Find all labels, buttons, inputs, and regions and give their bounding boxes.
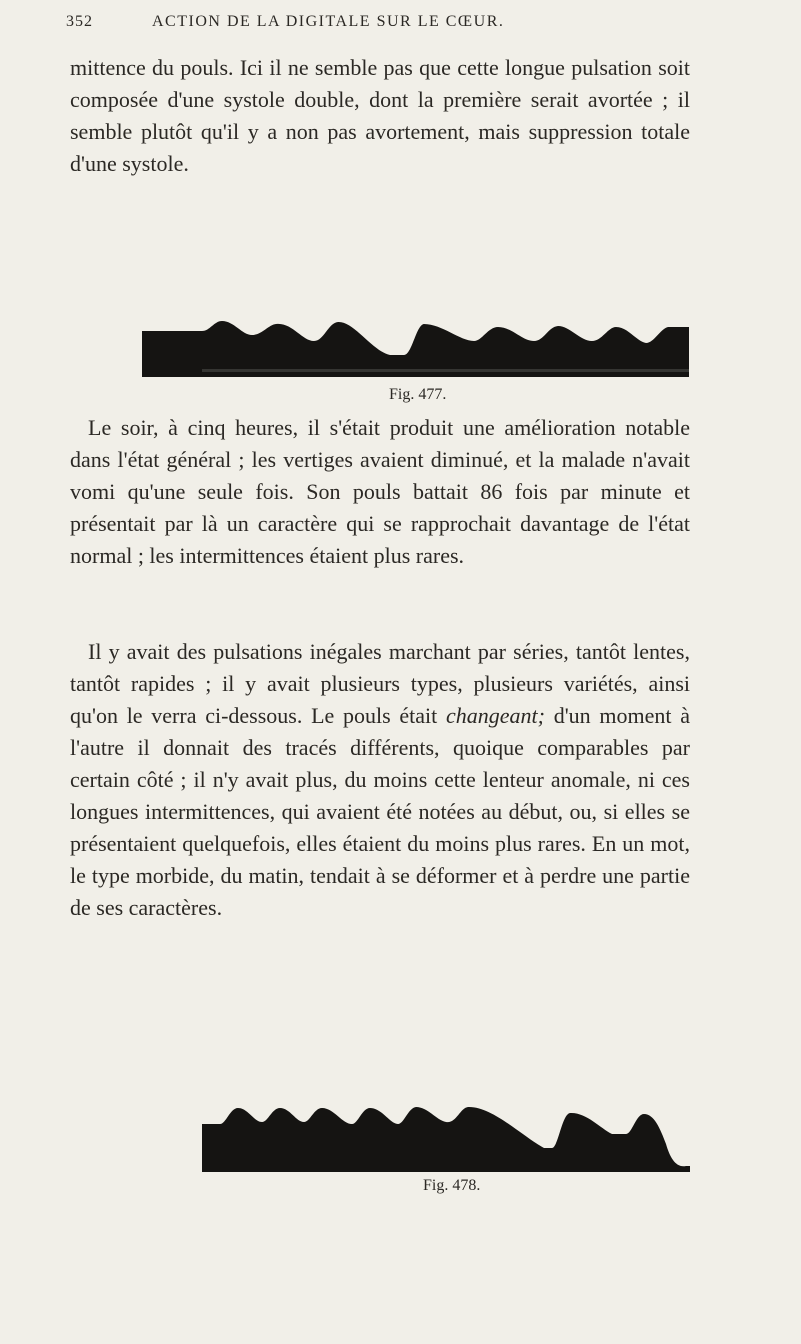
- pulse-tracing-477: [142, 319, 689, 377]
- figure-477-caption: Fig. 477.: [389, 386, 447, 403]
- paragraph-1: mittence du pouls. Ici il ne semble pas que cette longue pulsation soit composée d'une systole double, dont la première serait avortée ; il semble plutôt qu'il y a non pas avortement, mais suppression totale d'une systole.: [70, 55, 690, 176]
- figure-478: [202, 1088, 690, 1172]
- paragraph-3-text-b: d'un moment à l'autre il donnait des tracés différents, quoique comparables par certain côté ; il n'y avait plus, du moins cette lenteur anomale, ni ces longues intermittences, qui avaient été notées au début, ou, si elles se présentaient quelquefois, elles étaient du moins plus rares. En un mot, le type morbide, du matin, tendait à se déformer et à perdre une partie de ses caractères.: [70, 703, 690, 920]
- page-number: 352: [66, 13, 93, 30]
- paragraph-3-text-a: Il y avait des pulsations inégales marchant par séries, tantôt lentes, tantôt rapides ; il y avait plusieurs types, plusieurs variétés, ainsi qu'on le verra ci-dessous. Le pouls était: [70, 639, 690, 728]
- emphasized-word: changeant;: [446, 703, 545, 728]
- paragraph-3: [70, 636, 690, 924]
- figure-478-caption: Fig. 478.: [423, 1177, 481, 1194]
- running-title: ACTION DE LA DIGITALE SUR LE CŒUR.: [152, 13, 505, 30]
- pulse-tracing-478: [202, 1088, 690, 1172]
- running-header: [66, 13, 766, 35]
- figure-477: [142, 319, 689, 377]
- paragraph-2: Le soir, à cinq heures, il s'était produit une amélioration notable dans l'état général ; les vertiges avaient diminué, et la malade n'avait vomi qu'une seule fois. Son pouls battait 86 fois par minute et présentait par là un caractère qui se rapprochait davantage de l'état normal ; les intermittences étaient plus rares.: [70, 415, 690, 568]
